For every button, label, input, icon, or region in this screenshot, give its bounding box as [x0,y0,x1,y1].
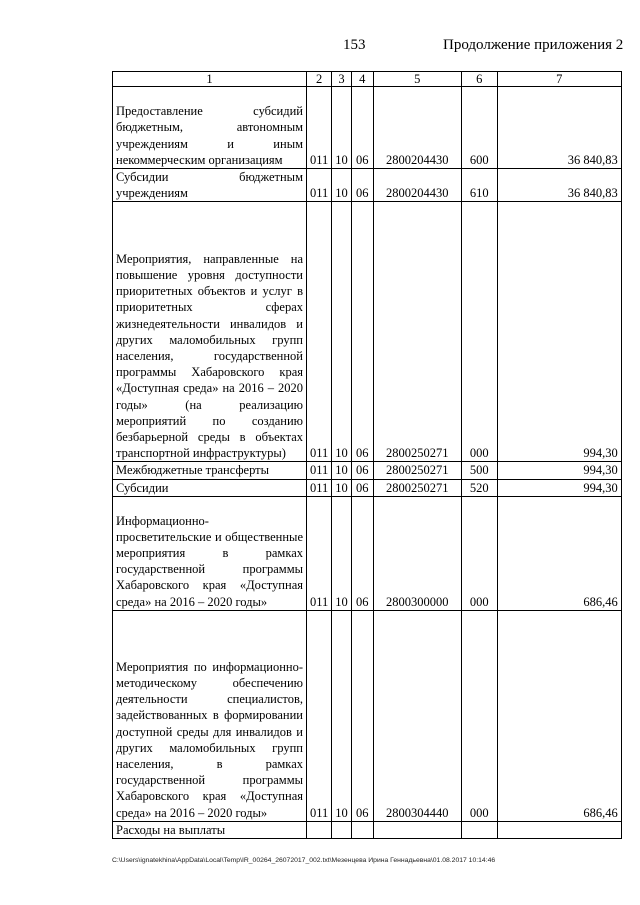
row-name: Мероприятия, направленные на повышение уровня доступности приоритетных объектов и услуг в приоритетных сферах жизнедеятельности инвалидов и других маломобильных групп населения, государственной программы Хабаровского края «Доступная среда» на 2016 – 2020 годы» (на реализацию мероприятий по созданию безбарьерной среды в объектах транспортной инфраструктуры) [113,202,307,462]
row-name: Субсидии бюджетным учреждениям [113,169,307,202]
cell-expense-type: 000 [461,202,497,462]
page-number: 153 [343,37,366,53]
cell-section: 10 [332,610,352,821]
cell-expense-type: 000 [461,496,497,610]
cell-subsection: 06 [351,169,373,202]
cell-ministry: 011 [307,169,332,202]
cell-amount: 994,30 [497,462,621,479]
cell-target-article: 2800250271 [373,202,461,462]
cell-subsection: 06 [351,496,373,610]
cell-target-article: 2800250271 [373,462,461,479]
column-header: 4 [351,72,373,87]
row-name: Мероприятия по информационно-методическому обеспечению деятельности специалистов, задействованных в формировании доступной среды для инвалидов и других маломобильных групп населения, в рамках государственной программы Хабаровского края «Доступная среда» на 2016 – 2020 годы» [113,610,307,821]
column-header: 2 [307,72,332,87]
row-name: Межбюджетные трансферты [113,462,307,479]
cell-section: 10 [332,202,352,462]
cell-expense-type: 000 [461,610,497,821]
cell-section: 10 [332,462,352,479]
cell-amount [497,821,621,838]
cell-section: 10 [332,169,352,202]
column-header: 3 [332,72,352,87]
table-row [113,169,622,202]
cell-ministry [307,821,332,838]
table-row [113,87,622,169]
cell-expense-type: 500 [461,462,497,479]
cell-amount: 36 840,83 [497,169,621,202]
cell-target-article [373,821,461,838]
cell-subsection: 06 [351,87,373,169]
table-row [113,610,622,821]
column-header: 6 [461,72,497,87]
row-name: Расходы на выплаты [113,821,307,838]
column-header: 1 [113,72,307,87]
cell-ministry: 011 [307,462,332,479]
table-row [113,462,622,479]
cell-ministry: 011 [307,202,332,462]
cell-section: 10 [332,87,352,169]
cell-section: 10 [332,496,352,610]
table-header-row [113,72,622,87]
document-path-footer: C:\Users\ignatekhina\AppData\Local\Temp\IR_00264_26072017_002.txt\Мезенцева Ирина Геннадьевна\01.08.2017 10:14:46 [112,857,496,864]
cell-subsection [351,821,373,838]
cell-target-article: 2800300000 [373,496,461,610]
table-row [113,496,622,610]
cell-subsection: 06 [351,202,373,462]
column-header: 5 [373,72,461,87]
budget-table [112,71,622,839]
cell-amount: 994,30 [497,479,621,496]
cell-expense-type: 520 [461,479,497,496]
table-row [113,479,622,496]
row-name: Субсидии [113,479,307,496]
continuation-label: Продолжение приложения 2 [443,37,624,53]
row-name: Предоставление субсидий бюджетным, автономным учреждениям и иным некоммерческим организациям [113,87,307,169]
cell-section [332,821,352,838]
cell-target-article: 2800204430 [373,87,461,169]
cell-ministry: 011 [307,87,332,169]
cell-target-article: 2800304440 [373,610,461,821]
cell-amount: 686,46 [497,610,621,821]
cell-section: 10 [332,479,352,496]
cell-subsection: 06 [351,462,373,479]
cell-ministry: 011 [307,610,332,821]
cell-subsection: 06 [351,479,373,496]
cell-amount: 994,30 [497,202,621,462]
row-name: Информационно-просветительские и общественные мероприятия в рамках государственной программы Хабаровского края «Доступная среда» на 2016 – 2020 годы» [113,496,307,610]
cell-target-article: 2800250271 [373,479,461,496]
cell-subsection: 06 [351,610,373,821]
cell-ministry: 011 [307,496,332,610]
cell-ministry: 011 [307,479,332,496]
cell-amount: 686,46 [497,496,621,610]
cell-expense-type [461,821,497,838]
table-row [113,202,622,462]
cell-expense-type: 600 [461,87,497,169]
cell-amount: 36 840,83 [497,87,621,169]
cell-target-article: 2800204430 [373,169,461,202]
cell-expense-type: 610 [461,169,497,202]
table-row [113,821,622,838]
column-header: 7 [497,72,621,87]
